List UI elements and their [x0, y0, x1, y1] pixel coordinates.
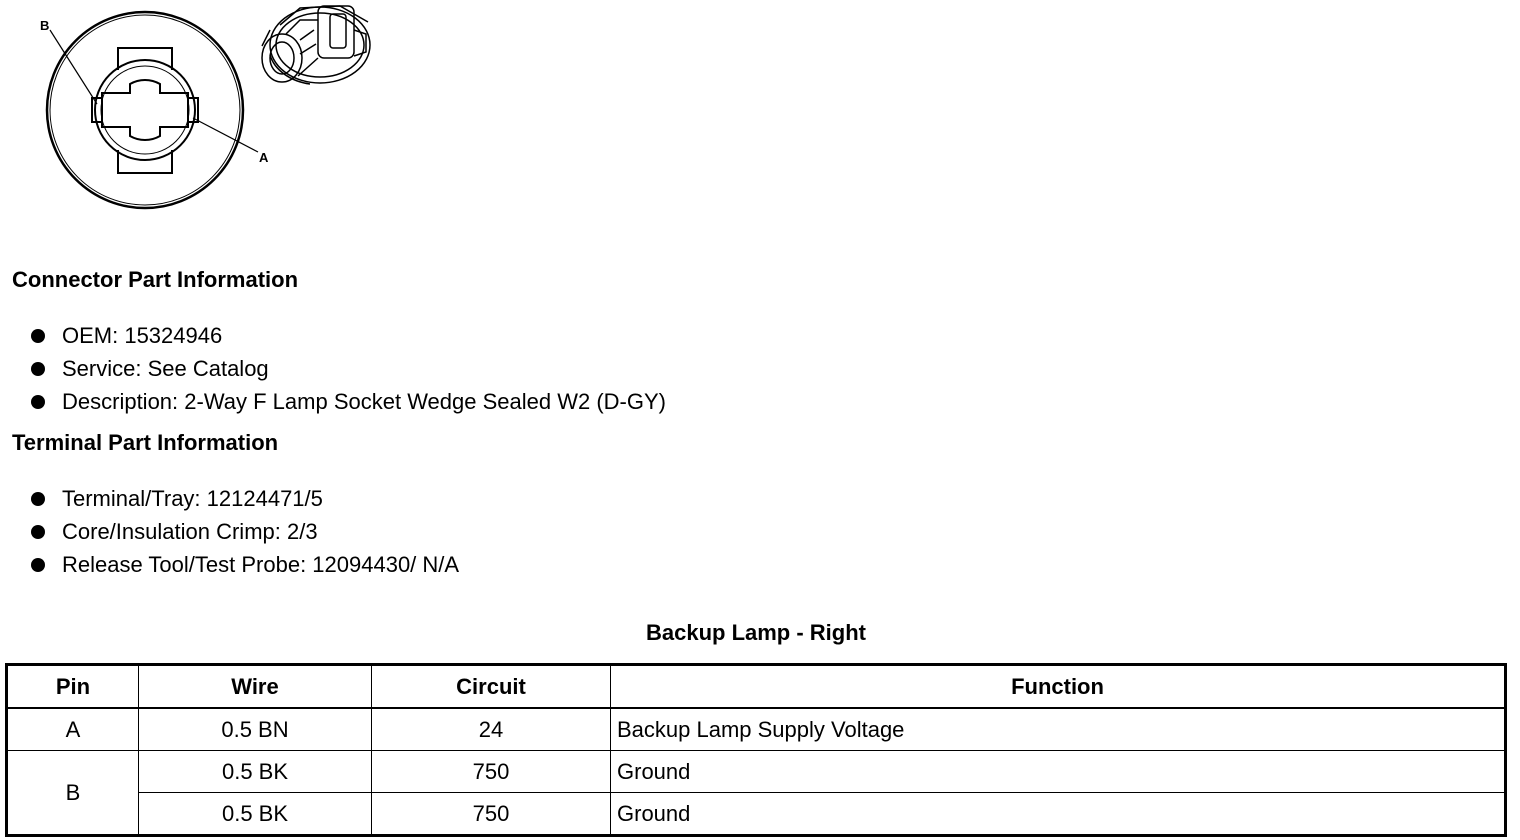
list-item [28, 319, 666, 352]
table-header-row [7, 665, 1506, 709]
connector-info-heading: Connector Part Information [12, 267, 299, 292]
terminal-info-heading: Terminal Part Information [12, 430, 279, 455]
description-text: Description: 2-Way F Lamp Socket Wedge Sealed W2 (D-GY) [62, 388, 666, 414]
socket-face-icon [47, 12, 243, 208]
bullet-icon [31, 525, 45, 539]
pinout-table [5, 663, 1507, 837]
service-text: Service: See Catalog [62, 355, 269, 381]
wire-cell: 0.5 BK [139, 793, 372, 836]
bullet-icon [31, 362, 45, 376]
pin-cell: B [7, 751, 139, 836]
leader-line-a [193, 118, 258, 152]
function-cell: Ground [611, 751, 1506, 793]
pin-cell: A [7, 708, 139, 751]
list-item [28, 385, 666, 418]
bullet-icon [31, 329, 45, 343]
connector-info-list [28, 319, 666, 418]
terminal-info-list [28, 482, 459, 581]
list-item [28, 515, 459, 548]
list-item [28, 352, 666, 385]
table-row [7, 751, 1506, 793]
header-wire: Wire [139, 665, 372, 709]
list-item [28, 548, 459, 581]
lamp-socket-icon [262, 6, 370, 84]
circuit-cell: 750 [372, 751, 611, 793]
release-tool-text: Release Tool/Test Probe: 12094430/ N/A [62, 551, 460, 577]
bullet-icon [31, 395, 45, 409]
oem-text: OEM: 15324946 [62, 322, 223, 348]
header-circuit: Circuit [372, 665, 611, 709]
header-pin: Pin [7, 665, 139, 709]
circuit-cell: 750 [372, 793, 611, 836]
list-item [28, 482, 459, 515]
connector-diagram [0, 0, 400, 230]
terminal-tray-text: Terminal/Tray: 12124471/5 [62, 485, 323, 511]
pin-label-b: B [40, 18, 50, 33]
circuit-cell: 24 [372, 708, 611, 751]
bullet-icon [31, 492, 45, 506]
table-title: Backup Lamp - Right [645, 620, 866, 645]
table-row [7, 708, 1506, 751]
header-function: Function [611, 665, 1506, 709]
function-cell: Ground [611, 793, 1506, 836]
table-row [7, 793, 1506, 836]
pin-label-a: A [259, 150, 269, 165]
crimp-text: Core/Insulation Crimp: 2/3 [62, 518, 318, 544]
bullet-icon [31, 558, 45, 572]
function-cell: Backup Lamp Supply Voltage [611, 708, 1506, 751]
wire-cell: 0.5 BK [139, 751, 372, 793]
wire-cell: 0.5 BN [139, 708, 372, 751]
